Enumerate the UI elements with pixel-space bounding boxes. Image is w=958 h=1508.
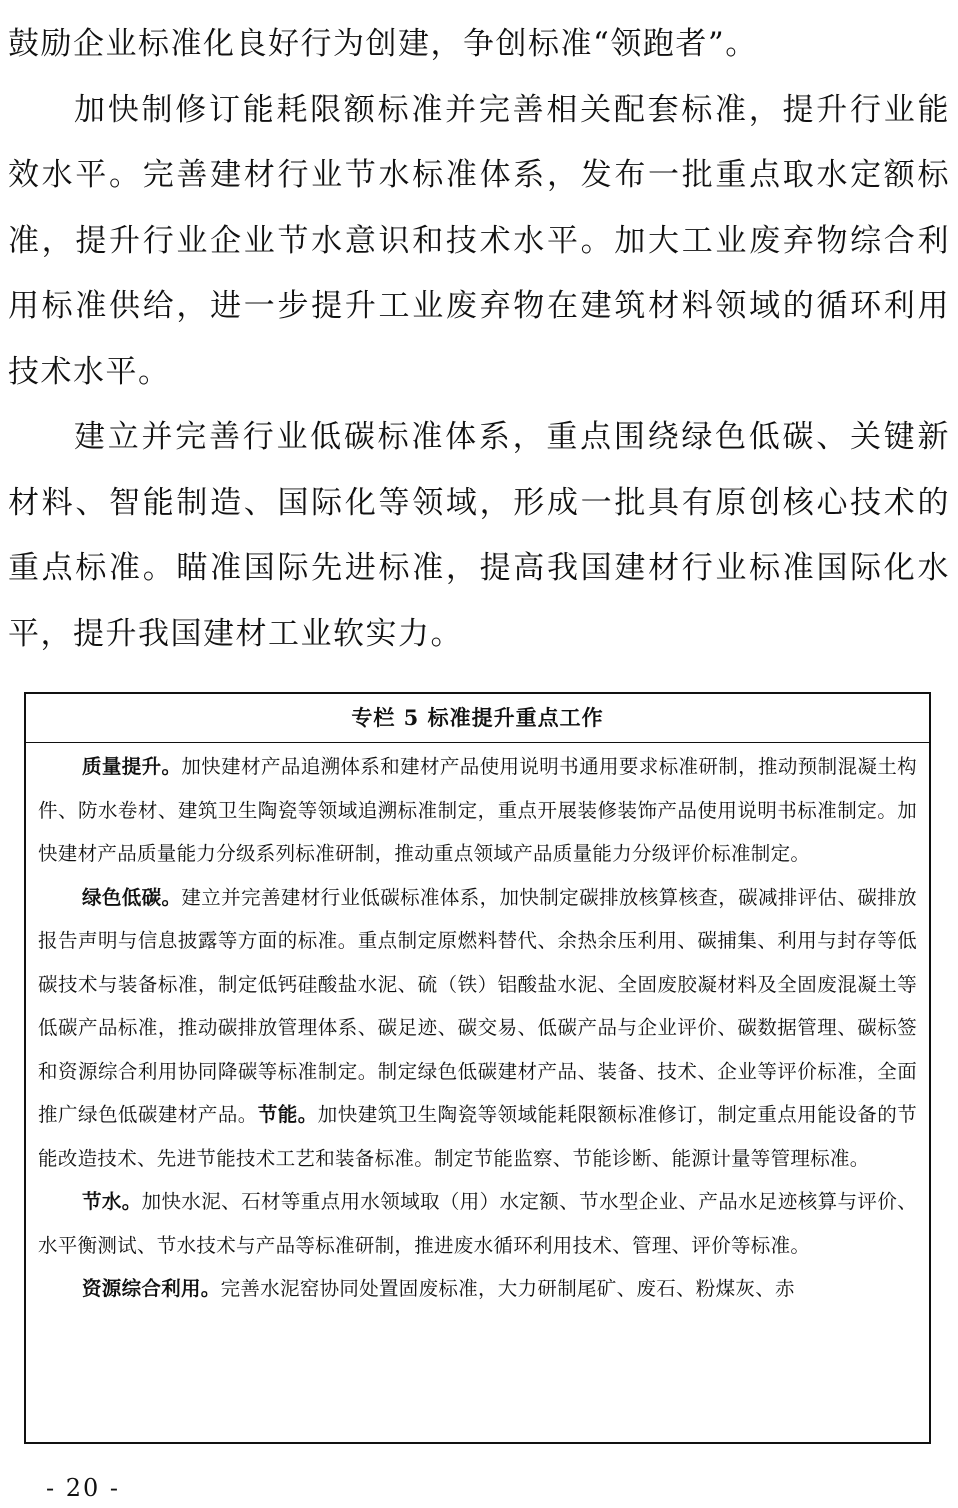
lead-resource: 资源综合利用。 [82, 1277, 221, 1300]
box-paragraph-quality [38, 745, 917, 876]
body-text [8, 12, 950, 667]
text-energy: 加快建筑卫生陶瓷等领域能耗限额标准修订，制定重点用能设备的节能改造技术、先进节能技术工艺和装备标准。制定节能监察、节能诊断、能源计量等管理标准。 [38, 1103, 917, 1170]
page-number: - 20 - [46, 1474, 121, 1502]
text-green: 建立并完善建材行业低碳标准体系，加快制定碳排放核算核查，碳减排评估、碳排放报告声明与信息披露等方面的标准。重点制定原燃料替代、余热余压利用、碳捕集、利用与封存等低碳技术与装备标准，制定低钙硅酸盐水泥、硫（铁）铝酸盐水泥、全固废胶凝材料及全固废混凝土等低碳产品标准，推动碳排放管理体系、碳足迹、碳交易、低碳产品与企业评价、碳数据管理、碳标签和资源综合利用协同降碳等标准制定。制定绿色低碳建材产品、装备、技术、企业等评价标准，全面推广绿色低碳建材产品。 [38, 885, 917, 1126]
box-paragraph-green [38, 876, 917, 1181]
lead-energy: 节能。 [257, 1103, 318, 1126]
paragraph-3: 建立并完善行业低碳标准体系，重点围绕绿色低碳、关键新材料、智能制造、国际化等领域，形成一批具有原创核心技术的重点标准。瞄准国际先进标准，提高我国建材行业标准国际化水平，提升我国建材工业软实力。 [8, 419, 950, 652]
lead-green: 绿色低碳。 [82, 885, 182, 909]
text-water: 加快水泥、石材等重点用水领域取（用）水定额、节水型企业、产品水足迹核算与评价、水平衡测试、节水技术与产品等标准研制，推进废水循环利用技术、管理、评价等标准。 [38, 1190, 917, 1257]
paragraph-2: 加快制修订能耗限额标准并完善相关配套标准，提升行业能效水平。完善建材行业节水标准体系，发布一批重点取水定额标准，提升行业企业节水意识和技术水平。加大工业废弃物综合利用标准供给，进一步提升工业废弃物在建筑材料领域的循环利用技术水平。 [8, 91, 950, 390]
lead-quality: 质量提升。 [82, 755, 182, 778]
paragraph-1: 鼓励企业标准化良好行为创建，争创标准“领跑者”。 [8, 26, 758, 62]
box-paragraph-resource [38, 1267, 917, 1311]
column-box-body [26, 743, 929, 1311]
text-resource: 完善水泥窑协同处置固废标准，大力研制尾矿、废石、粉煤灰、赤 [220, 1277, 795, 1300]
text-quality: 加快建材产品追溯体系和建材产品使用说明书通用要求标准研制，推动预制混凝土构件、防水卷材、建筑卫生陶瓷等领域追溯标准制定，重点开展装修装饰产品使用说明书标准制定。加快建材产品质量能力分级系列标准研制，推动重点领域产品质量能力分级评价标准制定。 [38, 755, 917, 865]
column-box-title: 专栏 5 标准提升重点工作 [26, 694, 929, 743]
box-paragraph-water [38, 1180, 917, 1267]
lead-water: 节水。 [82, 1190, 142, 1213]
column-box [24, 692, 931, 1444]
